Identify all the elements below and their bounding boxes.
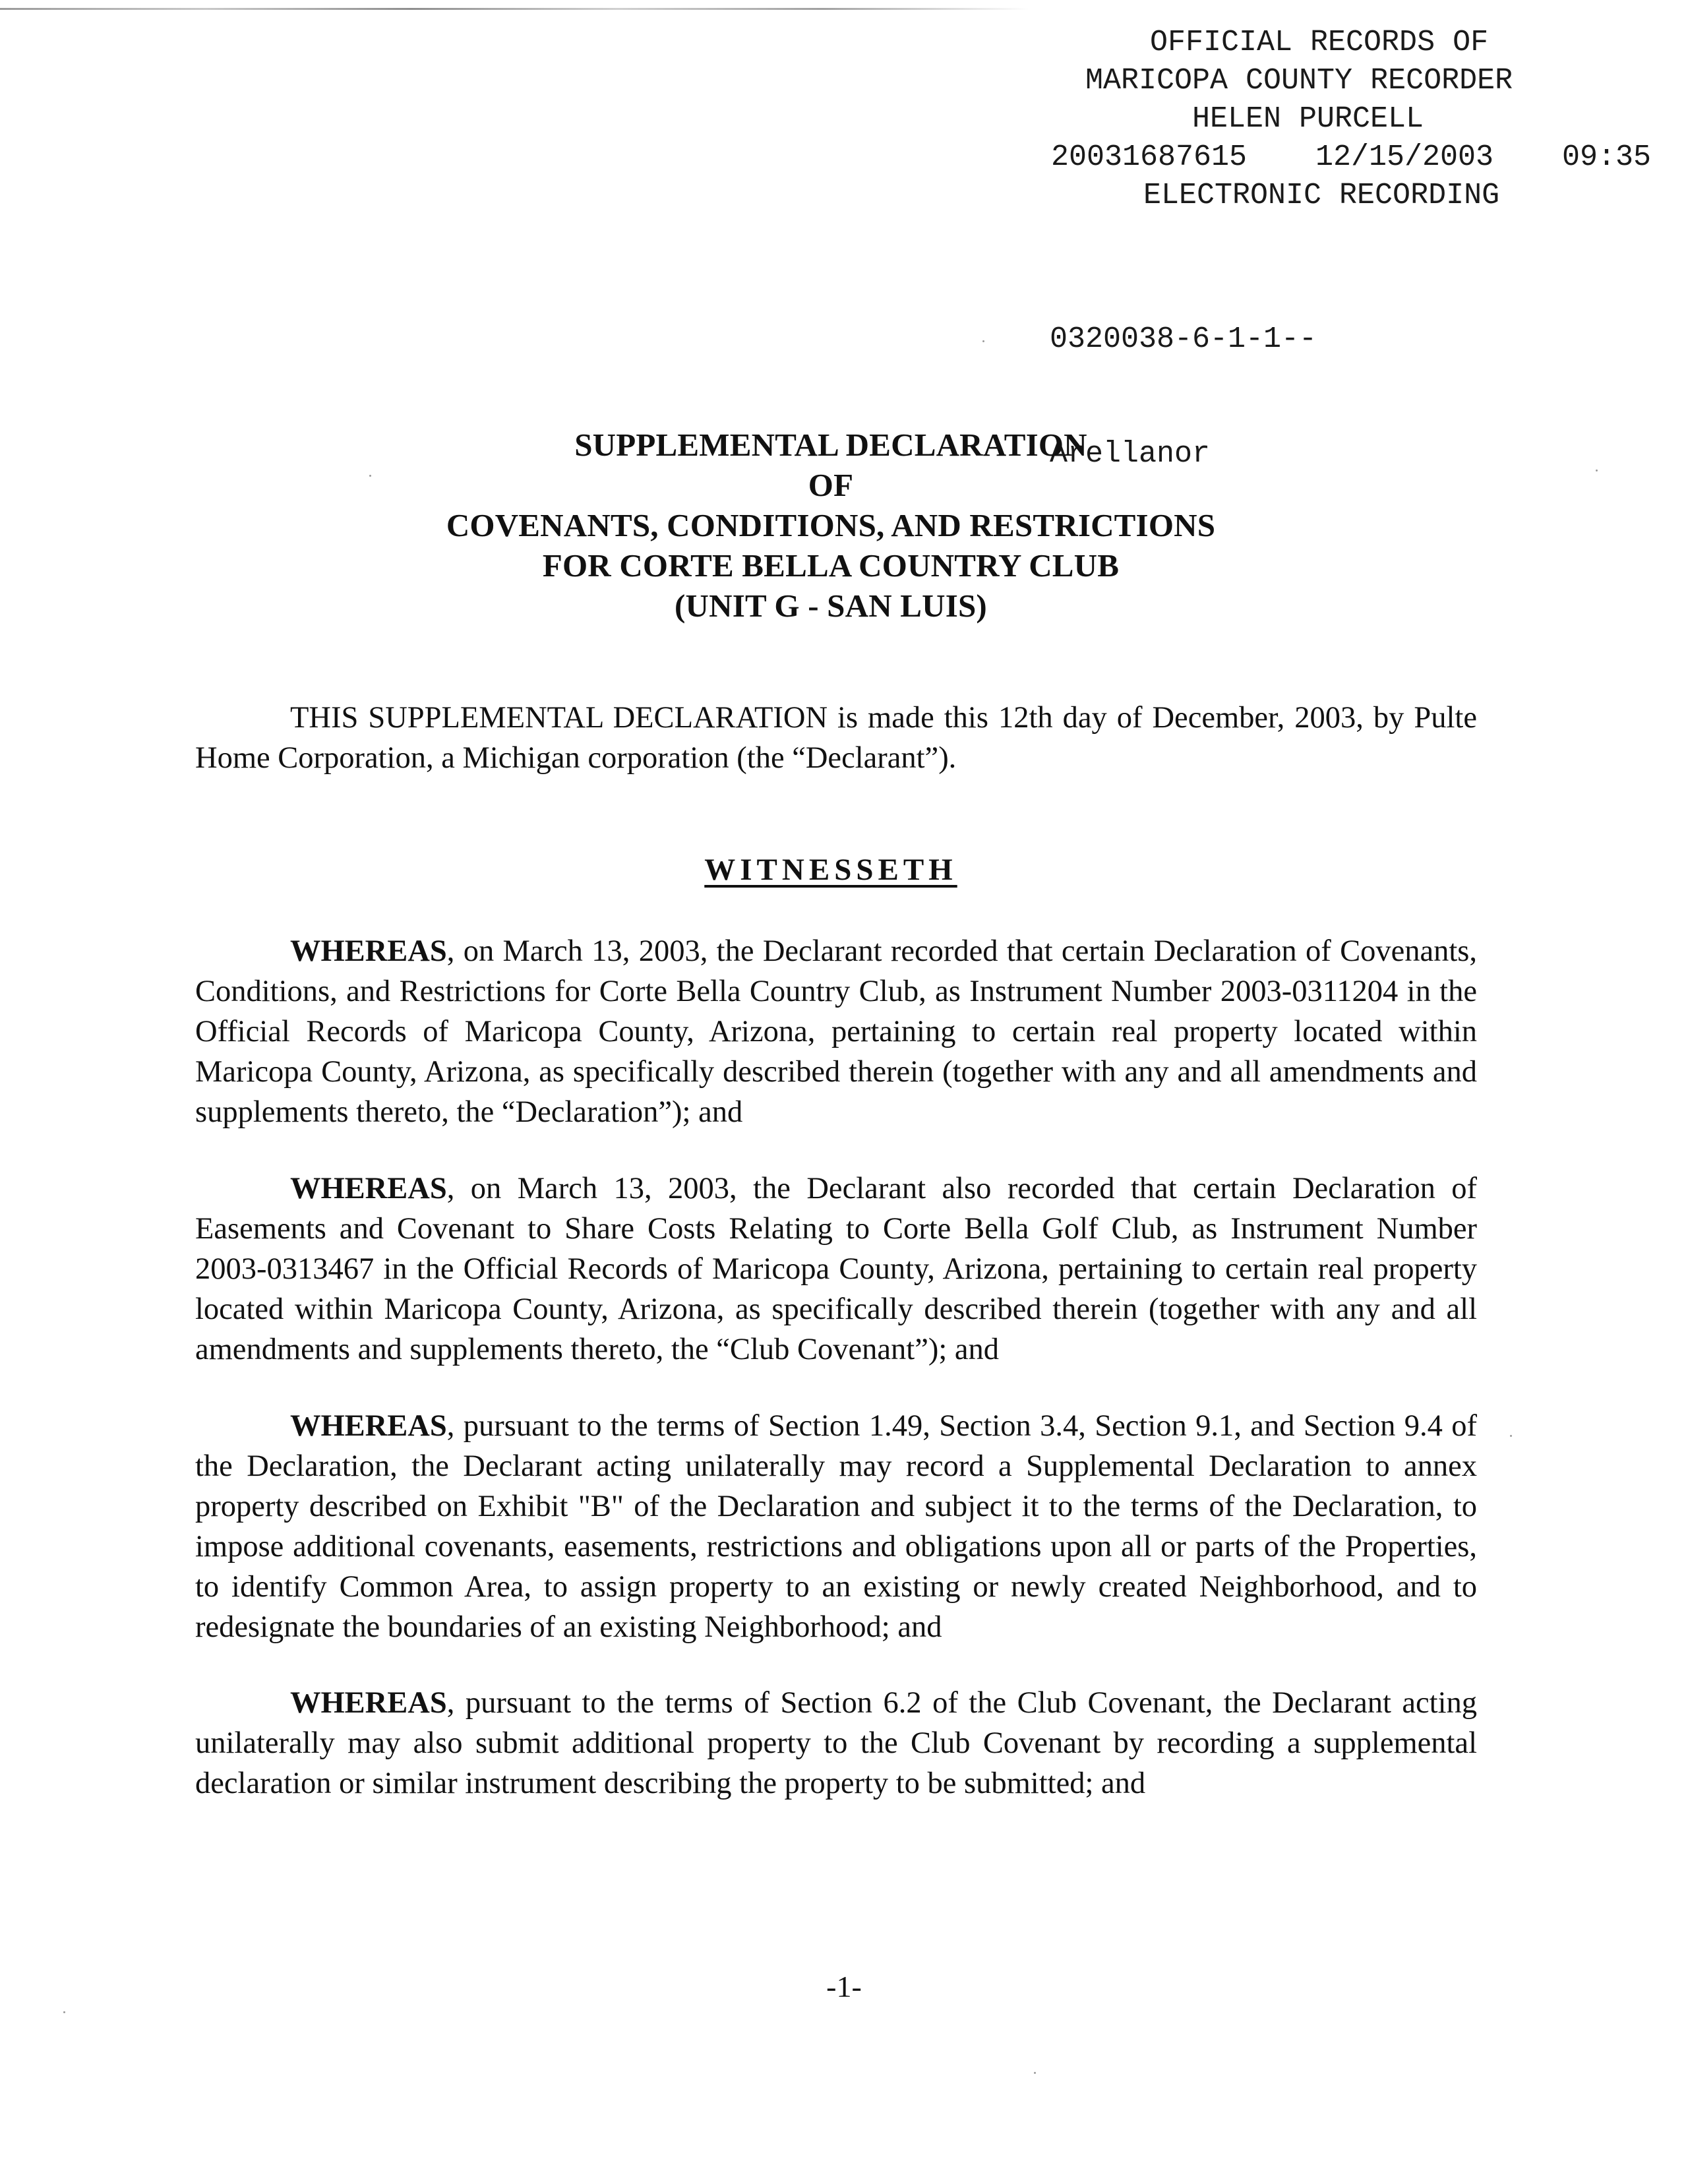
- paragraph-text: , pursuant to the terms of Section 1.49, Section 3.4, Section 9.1, and Section 9.4 of the Declaration, the Declarant acting unilaterally may record a Supplemental Declaration to annex property described on Exhibit "B" of the Declaration and subject it to the terms of the Declaration, to impose additional covenants, easements, restrictions and obligations upon all or parts of the Properties, to identify Common Area, to assign property to an existing or newly created Neighborhood, and to redesignate the boundaries of an existing Neighborhood; and: [195, 1409, 1477, 1644]
- whereas-paragraph-2: [195, 1168, 1477, 1370]
- record-time: 09:35: [1561, 140, 1651, 174]
- title-line: FOR CORTE BELLA COUNTRY CLUB: [542, 547, 1120, 584]
- paragraph-text: , on March 13, 2003, the Declarant recorded that certain Declaration of Covenants, Conditions, and Restrictions for Corte Bella Country Club, as Instrument Number 2003-0311204 in the Official Records of Maricopa County, Arizona, pertaining to certain real property located within Maricopa County, Arizona, as specifically described therein (together with any and all amendments and supplements thereto, the “Declaration”); and: [195, 934, 1477, 1129]
- recorder-county-line: MARICOPA COUNTY RECORDER: [1085, 64, 1513, 98]
- scan-speck: [1034, 2072, 1036, 2074]
- paragraph-text: , on March 13, 2003, the Declarant also recorded that certain Declaration of Easements and Covenant to Share Costs Relating to Corte Bella Golf Club, as Instrument Number 2003-0313467 in the Official Records of Maricopa County, Arizona, pertaining to certain real property located within Maricopa County, Arizona, as specifically described therein (together with any and all amendments and supplements thereto, the “Club Covenant”); and: [195, 1172, 1477, 1366]
- scan-speck: [982, 340, 984, 342]
- witnesseth-heading: WITNESSETH: [704, 853, 957, 887]
- scan-speck: [1510, 1435, 1512, 1437]
- paragraph-text: , pursuant to the terms of Section 6.2 of the Club Covenant, the Declarant acting unilaterally may also submit additional property to the Club Covenant by recording a supplemental declaration or similar instrument describing the property to be submitted; and: [195, 1686, 1477, 1800]
- recording-type: ELECTRONIC RECORDING: [1143, 179, 1500, 212]
- record-date: 12/15/2003: [1315, 140, 1494, 174]
- title-line: (UNIT G - SAN LUIS): [675, 588, 987, 624]
- title-line: OF: [808, 467, 854, 503]
- recorder-name: HELEN PURCELL: [1192, 102, 1424, 136]
- whereas-paragraph-1: [195, 931, 1477, 1132]
- record-number: 20031687615: [1051, 140, 1248, 174]
- whereas-lead: WHEREAS: [290, 1409, 447, 1443]
- recorder-office-line: OFFICIAL RECORDS OF: [1150, 26, 1489, 59]
- whereas-paragraph-3: [195, 1406, 1477, 1647]
- recording-info-row: [1051, 138, 1651, 177]
- intro-paragraph: THIS SUPPLEMENTAL DECLARATION is made this 12th day of December, 2003, by Pulte Home Corporation, a Michigan corporation (the “Declarant”).: [195, 701, 1477, 775]
- whereas-lead: WHEREAS: [290, 1172, 447, 1205]
- page-number: -1-: [826, 1970, 862, 2003]
- scan-speck: [63, 2011, 65, 2013]
- scan-edge-line: [0, 8, 1029, 10]
- title-line: COVENANTS, CONDITIONS, AND RESTRICTIONS: [446, 507, 1216, 543]
- whereas-lead: WHEREAS: [290, 1686, 447, 1720]
- docket-name: Arellanor: [1050, 437, 1211, 471]
- docket-code: 0320038-6-1-1--: [1050, 322, 1317, 356]
- title-line: SUPPLEMENTAL DECLARATION: [574, 427, 1087, 463]
- whereas-paragraph-4: [195, 1683, 1477, 1804]
- recorder-stamp: [1042, 24, 1662, 215]
- whereas-lead: WHEREAS: [290, 934, 447, 968]
- document-title: [0, 425, 1662, 626]
